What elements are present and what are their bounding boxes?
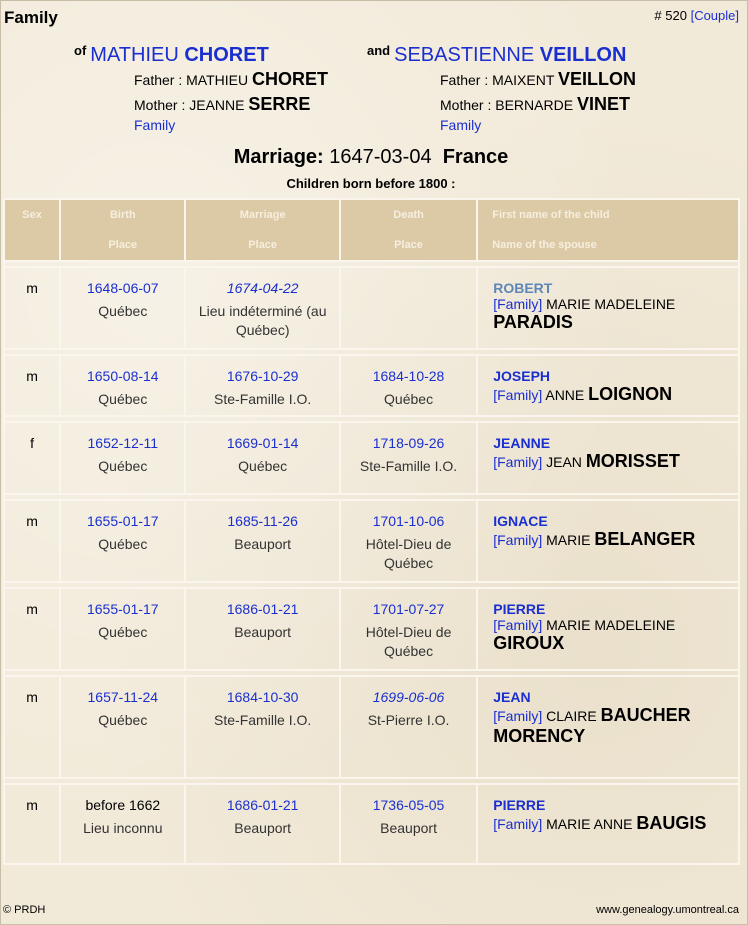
marriage-place: Québec	[238, 458, 288, 474]
marriage-place: Ste-Famille I.O.	[214, 391, 312, 407]
sex-cell: m	[4, 676, 60, 778]
mother-label: Mother :	[134, 97, 186, 113]
table-row	[4, 267, 739, 349]
mother-first: JEANNE	[189, 97, 245, 113]
footer-url[interactable]: www.genealogy.umontreal.ca	[596, 904, 739, 916]
birth-place: Québec	[98, 624, 148, 640]
spouse-name	[546, 529, 696, 549]
mother-last: VINET	[576, 94, 630, 114]
father-first: MATHIEU	[186, 72, 249, 88]
spouse-first: CLAIRE	[546, 708, 597, 724]
birth-cell	[60, 267, 185, 349]
mother-first: BERNARDE	[495, 97, 574, 113]
child-first-name[interactable]: IGNACE	[493, 513, 548, 529]
death-cell	[340, 422, 477, 494]
mother-last: SERRE	[248, 94, 311, 114]
marriage-place: Beauport	[234, 624, 292, 640]
death-place: St-Pierre I.O.	[367, 712, 450, 728]
birth-date[interactable]: 1655-01-17	[86, 601, 159, 617]
sex-cell: f	[4, 422, 60, 494]
marriage-date[interactable]: 1674-04-22	[226, 280, 299, 296]
child-cell	[477, 500, 739, 582]
child-family-link[interactable]: [Family]	[493, 708, 543, 724]
couple-number	[654, 8, 739, 23]
table-row	[4, 588, 739, 670]
child-first-name[interactable]: JEANNE	[493, 435, 551, 451]
husband-family-link[interactable]: Family	[134, 117, 176, 133]
sex-cell: m	[4, 500, 60, 582]
table-header	[4, 199, 739, 261]
wife-first: SEBASTIENNE	[394, 44, 535, 66]
spouse-first: JEAN	[546, 454, 582, 470]
wife-father	[440, 69, 636, 90]
spouse-first: MARIE MADELEINE	[546, 296, 676, 312]
sex-cell: m	[4, 588, 60, 670]
couple-id: # 520	[654, 8, 687, 23]
marriage-date[interactable]: 1676-10-29	[226, 368, 299, 384]
father-label: Father :	[134, 72, 183, 88]
child-family-link[interactable]: [Family]	[493, 532, 543, 548]
birth-place: Québec	[98, 303, 148, 319]
marriage-date[interactable]: 1686-01-21	[226, 601, 299, 617]
child-cell	[477, 676, 739, 778]
child-cell	[477, 267, 739, 349]
child-first-name[interactable]: JEAN	[493, 689, 531, 705]
couple-link[interactable]: [Couple]	[690, 8, 739, 23]
spouse-last: BAUGIS	[636, 813, 707, 833]
of-label: of	[74, 43, 87, 58]
marriage-date: 1647-03-04	[329, 146, 432, 168]
child-cell	[477, 355, 739, 416]
husband-last: CHORET	[184, 44, 269, 66]
father-label: Father :	[440, 72, 489, 88]
spouse-name	[545, 384, 673, 404]
child-family-link[interactable]: [Family]	[493, 617, 543, 633]
husband-father	[134, 69, 328, 90]
birth-date[interactable]: 1652-12-11	[87, 435, 159, 451]
father-last: CHORET	[252, 69, 328, 89]
death-date[interactable]: 1701-07-27	[372, 601, 445, 617]
wife-mother	[440, 94, 630, 115]
child-cell	[477, 422, 739, 494]
death-cell	[340, 500, 477, 582]
marriage-place: France	[442, 146, 509, 168]
marriage-cell	[185, 588, 339, 670]
birth-place: Québec	[98, 458, 148, 474]
death-place: Hôtel-Dieu de Québec	[365, 624, 452, 659]
death-place: Ste-Famille I.O.	[359, 458, 458, 474]
marriage-label: Marriage:	[233, 146, 324, 168]
sex-cell: m	[4, 267, 60, 349]
birth-cell	[60, 355, 185, 416]
spouse-name	[546, 451, 680, 471]
wife-family-link[interactable]: Family	[440, 117, 482, 133]
birth-date[interactable]: 1655-01-17	[86, 513, 159, 529]
birth-place: Québec	[98, 391, 148, 407]
spouse-last: BAUCHER MORENCY	[493, 705, 691, 746]
father-first: MAIXENT	[492, 72, 555, 88]
wife-name	[367, 43, 626, 67]
marriage-cell	[185, 355, 339, 416]
spouse-last: LOIGNON	[588, 384, 673, 404]
table-row	[4, 355, 739, 416]
death-date[interactable]	[345, 280, 472, 302]
wife-last: VEILLON	[539, 44, 627, 66]
marriage-cell	[185, 500, 339, 582]
child-cell	[477, 588, 739, 670]
col-sex: Sex	[4, 199, 60, 261]
death-cell	[340, 355, 477, 416]
marriage-date[interactable]: 1686-01-21	[226, 797, 299, 813]
spouse-first: ANNE	[545, 387, 585, 403]
birth-date[interactable]: 1648-06-07	[86, 280, 159, 296]
birth-place: Québec	[98, 712, 148, 728]
table-row	[4, 676, 739, 778]
birth-place: Lieu inconnu	[83, 820, 163, 836]
death-place: Québec	[384, 391, 434, 407]
death-date[interactable]: 1701-10-06	[372, 513, 445, 529]
spouse-first: MARIE MADELEINE	[546, 617, 676, 633]
table-row	[4, 500, 739, 582]
birth-cell	[60, 422, 185, 494]
col-child: First name of the child Name of the spouse	[477, 199, 739, 261]
spouse-last: BELANGER	[594, 529, 696, 549]
children-title: Children born before 1800 :	[286, 176, 456, 191]
birth-cell	[60, 500, 185, 582]
marriage-date[interactable]: 1669-01-14	[226, 435, 299, 451]
spouse-name	[546, 813, 707, 833]
birth-cell	[60, 784, 185, 864]
marriage-cell	[185, 422, 339, 494]
child-first-name[interactable]: PIERRE	[493, 797, 546, 813]
birth-cell	[60, 588, 185, 670]
father-last: VEILLON	[558, 69, 637, 89]
footer-copyright: © PRDH	[3, 904, 46, 916]
birth-date[interactable]: 1657-11-24	[87, 689, 159, 705]
death-cell	[340, 588, 477, 670]
col-death: Death Place	[340, 199, 477, 261]
death-date[interactable]: 1699-06-06	[372, 689, 445, 705]
child-first-name[interactable]: PIERRE	[493, 601, 546, 617]
death-cell	[340, 676, 477, 778]
death-date[interactable]: 1684-10-28	[372, 368, 445, 384]
table-row	[4, 422, 739, 494]
marriage-place: Beauport	[234, 820, 292, 836]
birth-date[interactable]: before 1662	[85, 797, 161, 813]
children-table	[3, 198, 740, 865]
husband-mother	[134, 94, 310, 115]
marriage-date[interactable]: 1684-10-30	[226, 689, 299, 705]
marriage-cell	[185, 676, 339, 778]
sex-cell: m	[4, 355, 60, 416]
birth-cell	[60, 676, 185, 778]
spouse-first: MARIE ANNE	[546, 816, 633, 832]
and-label: and	[367, 43, 391, 58]
death-cell	[340, 784, 477, 864]
spouse-first: MARIE	[546, 532, 591, 548]
marriage-date[interactable]: 1685-11-26	[227, 513, 298, 529]
child-cell	[477, 784, 739, 864]
birth-date[interactable]: 1650-08-14	[86, 368, 159, 384]
death-date[interactable]: 1718-09-26	[372, 435, 445, 451]
child-family-link[interactable]: [Family]	[493, 296, 543, 312]
sex-cell: m	[4, 784, 60, 864]
spouse-last: GIROUX	[493, 633, 565, 653]
death-date[interactable]: 1736-05-05	[372, 797, 445, 813]
child-family-link[interactable]: [Family]	[493, 454, 543, 470]
col-marriage: Marriage Place	[185, 199, 339, 261]
page-title: Family	[4, 8, 58, 27]
mother-label: Mother :	[440, 97, 492, 113]
death-place: Beauport	[380, 820, 437, 836]
table-row	[4, 784, 739, 864]
spouse-last: MORISSET	[585, 451, 680, 471]
marriage-place: Lieu indéterminé (au Québec)	[198, 303, 327, 338]
husband-first: MATHIEU	[90, 44, 179, 66]
marriage-place: Beauport	[234, 536, 292, 552]
husband-name	[74, 43, 269, 67]
marriage-line	[1, 146, 741, 169]
child-family-link[interactable]: [Family]	[493, 816, 543, 832]
col-birth: Birth Place	[60, 199, 185, 261]
death-place: Hôtel-Dieu de Québec	[365, 536, 452, 571]
child-first-name[interactable]: JOSEPH	[493, 368, 551, 384]
death-cell	[340, 267, 477, 349]
marriage-cell	[185, 267, 339, 349]
marriage-place: Ste-Famille I.O.	[214, 712, 312, 728]
spouse-last: PARADIS	[493, 312, 573, 332]
child-family-link[interactable]: [Family]	[493, 387, 543, 403]
child-first-name[interactable]: ROBERT	[493, 280, 553, 296]
marriage-cell	[185, 784, 339, 864]
birth-place: Québec	[98, 536, 148, 552]
